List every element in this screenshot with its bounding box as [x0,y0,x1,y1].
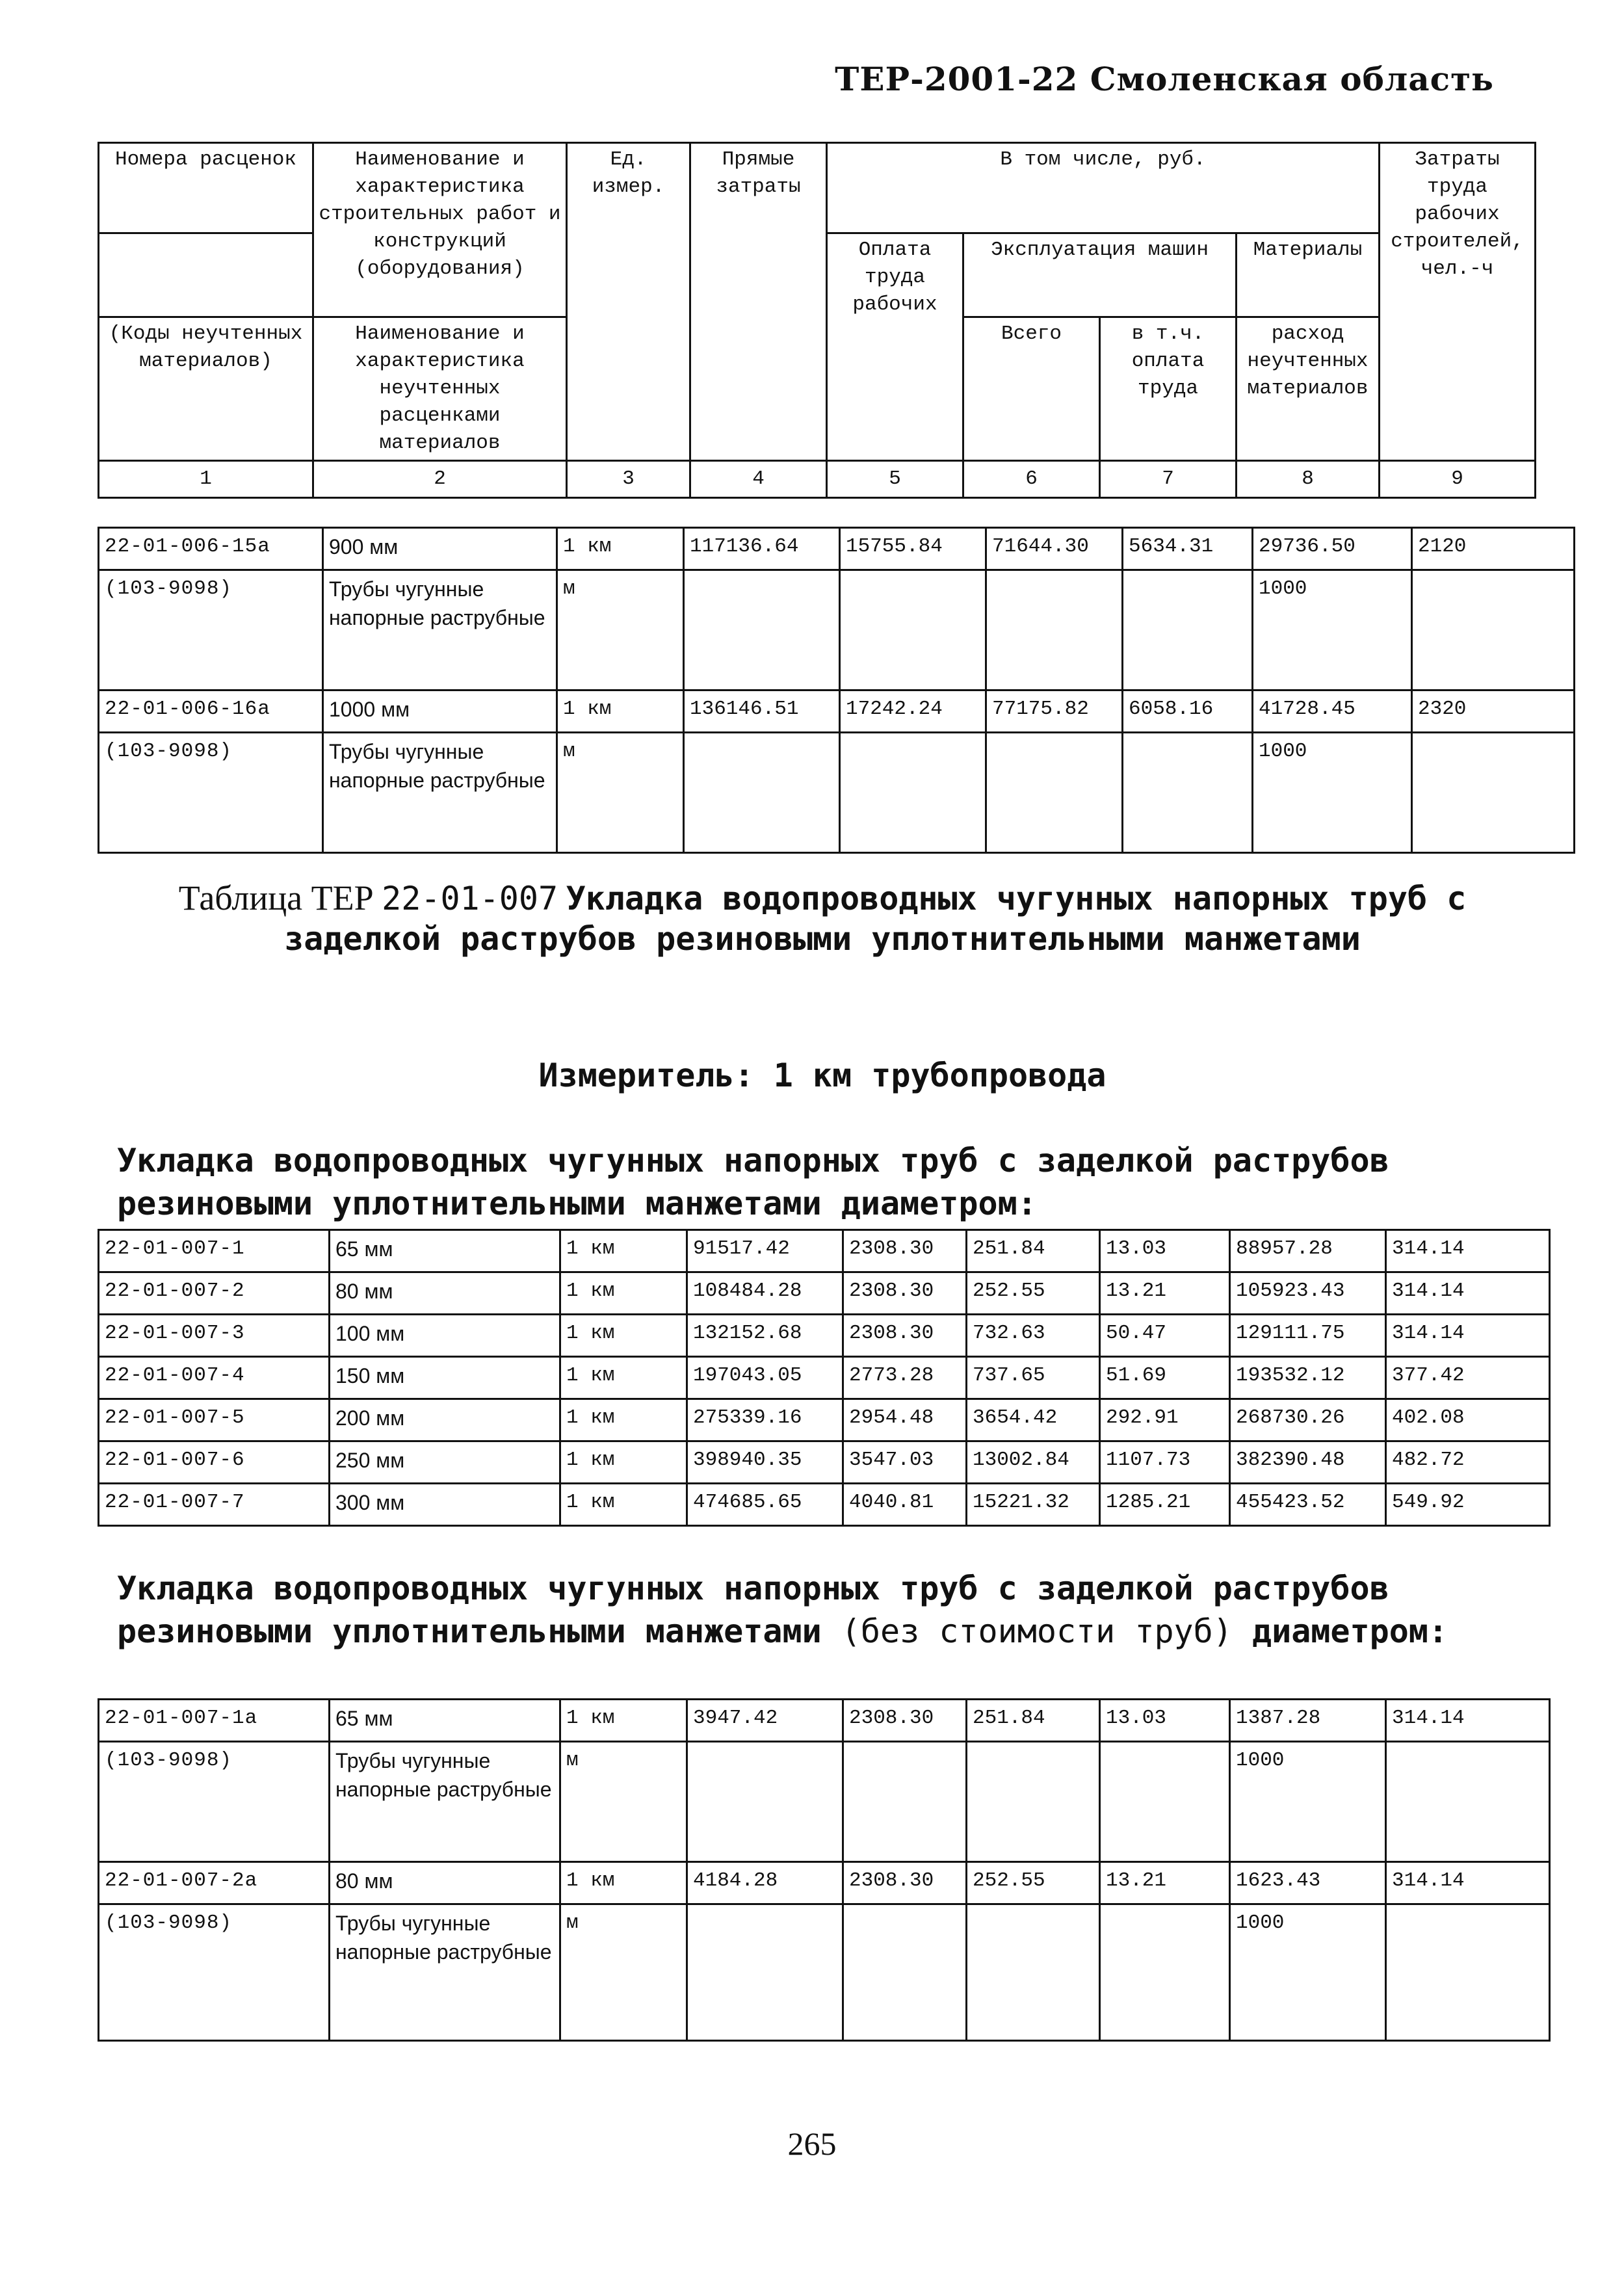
rate-machines-labor: 292.91 [1100,1399,1230,1441]
rate-machines-labor: 13.21 [1100,1862,1230,1904]
rate-unit: 1 км [560,1230,687,1272]
rate-unit: 1 км [560,1315,687,1357]
rate-labor-pay: 2773.28 [843,1357,967,1399]
rates-table-007 [98,1229,1551,1527]
rate-description: 100 мм [330,1315,560,1357]
rate-machines-labor: 51.69 [1100,1357,1230,1399]
column-header-table [98,142,1536,499]
section-heading-2-tail: диаметром: [1251,1612,1448,1650]
rate-machines-total: 251.84 [967,1700,1100,1742]
empty-cell [1100,1742,1230,1862]
rate-unit: 1 км [560,1399,687,1441]
material-usage: 1000 [1253,570,1412,690]
material-usage: 1000 [1230,1742,1386,1862]
header-cell-work-name: Наименование и характеристика строительных работ и конструкций (оборудования) [313,143,567,317]
header-cell-unit: Ед. измер. [567,143,690,461]
rate-direct-costs: 3947.42 [687,1700,843,1742]
rate-labor-hours: 482.72 [1386,1441,1550,1484]
rate-materials: 1387.28 [1230,1700,1386,1742]
material-description: Трубы чугунные напорные раструбные [330,1742,560,1862]
rate-labor-hours: 2320 [1412,690,1575,733]
rate-unit: 1 км [560,1484,687,1526]
rate-code: 22-01-007-7 [99,1484,330,1526]
table-row [99,1399,1550,1441]
rate-direct-costs: 398940.35 [687,1441,843,1484]
empty-cell [687,1904,843,2041]
table-title-lead: Таблица ТЕР [178,878,374,917]
section-heading-1: Укладка водопроводных чугунных напорных труб с заделкой раструбов резиновыми уплотнительными манжетами диаметром: [117,1142,1389,1222]
column-number: 3 [567,461,690,498]
material-unit: м [560,1742,687,1862]
rate-code: 22-01-006-15а [99,528,323,570]
header-cell-material-codes: (Коды неучтенных материалов) [99,317,313,461]
empty-cell [986,570,1123,690]
empty-cell [1386,1742,1550,1862]
table-row [99,690,1575,733]
column-number: 4 [690,461,827,498]
rate-unit: 1 км [560,1357,687,1399]
rate-machines-total: 71644.30 [986,528,1123,570]
rate-code: 22-01-007-1а [99,1700,330,1742]
rate-materials: 88957.28 [1230,1230,1386,1272]
section-heading-2-note: (без стоимости труб) [841,1612,1233,1650]
empty-cell [684,570,840,690]
table-row [99,733,1575,853]
rate-unit: 1 км [560,1700,687,1742]
rate-code: 22-01-007-1 [99,1230,330,1272]
section-heading-2 [117,1567,1567,1653]
rate-materials: 382390.48 [1230,1441,1386,1484]
table-row [99,1315,1550,1357]
rate-unit: 1 км [560,1862,687,1904]
rate-machines-total: 252.55 [967,1862,1100,1904]
rate-labor-pay: 2308.30 [843,1315,967,1357]
rate-code: 22-01-007-6 [99,1441,330,1484]
header-cell-machines: Эксплуатация машин [963,233,1237,317]
rate-direct-costs: 197043.05 [687,1357,843,1399]
empty-cell [967,1742,1100,1862]
rate-machines-total: 77175.82 [986,690,1123,733]
rate-labor-pay: 2308.30 [843,1862,967,1904]
rate-unit: 1 км [560,1272,687,1315]
empty-cell [840,733,986,853]
rate-machines-total: 252.55 [967,1272,1100,1315]
empty-cell [1123,733,1253,853]
header-cell-labor-hours: Затраты труда рабочих строителей, чел.-ч [1380,143,1536,461]
header-spacer [99,233,313,317]
rate-code: 22-01-007-3 [99,1315,330,1357]
header-cell-machines-labor: в т.ч. оплата труда [1100,317,1237,461]
rate-direct-costs: 117136.64 [684,528,840,570]
rate-labor-hours: 377.42 [1386,1357,1550,1399]
rate-labor-hours: 314.14 [1386,1862,1550,1904]
empty-cell [684,733,840,853]
rate-direct-costs: 132152.68 [687,1315,843,1357]
rate-machines-total: 737.65 [967,1357,1100,1399]
material-code: (103-9098) [99,570,323,690]
rate-unit: 1 км [557,690,684,733]
header-cell-material-name: Наименование и характеристика неучтенных расценками материалов [313,317,567,461]
rate-direct-costs: 91517.42 [687,1230,843,1272]
table-row [99,1862,1550,1904]
material-description: Трубы чугунные напорные раструбные [323,570,557,690]
table-row [99,570,1575,690]
rates-table-007-without-pipes [98,1698,1551,2042]
column-number: 5 [827,461,963,498]
rate-machines-labor: 1285.21 [1100,1484,1230,1526]
measure-unit: Измеритель: 1 км трубопровода [538,1057,1107,1094]
rate-machines-labor: 6058.16 [1123,690,1253,733]
table-row [99,1230,1550,1272]
empty-cell [843,1742,967,1862]
rate-machines-total: 13002.84 [967,1441,1100,1484]
rate-labor-pay: 3547.03 [843,1441,967,1484]
rate-labor-hours: 2120 [1412,528,1575,570]
rate-unit: 1 км [560,1441,687,1484]
header-cell-machines-total: Всего [963,317,1100,461]
column-number: 1 [99,461,313,498]
material-unit: м [560,1904,687,2041]
rate-direct-costs: 275339.16 [687,1399,843,1441]
rate-code: 22-01-007-5 [99,1399,330,1441]
rate-description: 80 мм [330,1272,560,1315]
rate-materials: 41728.45 [1253,690,1412,733]
rate-materials: 455423.52 [1230,1484,1386,1526]
empty-cell [840,570,986,690]
table-row [99,1700,1550,1742]
material-description: Трубы чугунные напорные раструбные [323,733,557,853]
header-cell-labor-pay: Оплата труда рабочих [827,233,963,461]
table-title-text: Укладка водопроводных чугунных напорных труб с заделкой раструбов резиновыми уплотнительными манжетами [284,880,1467,958]
column-number: 7 [1100,461,1237,498]
rate-materials: 268730.26 [1230,1399,1386,1441]
rate-code: 22-01-006-16а [99,690,323,733]
table-row [99,1441,1550,1484]
rate-description: 1000 мм [323,690,557,733]
material-code: (103-9098) [99,733,323,853]
rate-description: 250 мм [330,1441,560,1484]
table-row [99,1742,1550,1862]
column-number: 9 [1380,461,1536,498]
rate-machines-total: 15221.32 [967,1484,1100,1526]
rate-machines-total: 3654.42 [967,1399,1100,1441]
rate-materials: 1623.43 [1230,1862,1386,1904]
rate-code: 22-01-007-2 [99,1272,330,1315]
column-number: 6 [963,461,1100,498]
rate-machines-labor: 13.03 [1100,1230,1230,1272]
table-title-code: 22-01-007 [382,880,558,917]
rate-direct-costs: 474685.65 [687,1484,843,1526]
rate-labor-hours: 314.14 [1386,1272,1550,1315]
rate-labor-pay: 17242.24 [840,690,986,733]
empty-cell [843,1904,967,2041]
rates-table-006 [98,527,1575,854]
table-row [99,1484,1550,1526]
header-cell-codes: Номера расценок [99,143,313,233]
empty-cell [1412,733,1575,853]
rate-direct-costs: 108484.28 [687,1272,843,1315]
rate-machines-labor: 5634.31 [1123,528,1253,570]
rate-description: 150 мм [330,1357,560,1399]
material-unit: м [557,733,684,853]
column-number: 2 [313,461,567,498]
rate-labor-hours: 314.14 [1386,1700,1550,1742]
material-usage: 1000 [1230,1904,1386,2041]
rate-description: 900 мм [323,528,557,570]
rate-labor-pay: 2308.30 [843,1272,967,1315]
rate-materials: 29736.50 [1253,528,1412,570]
rate-machines-labor: 50.47 [1100,1315,1230,1357]
rate-labor-pay: 2308.30 [843,1700,967,1742]
empty-cell [967,1904,1100,2041]
rate-direct-costs: 4184.28 [687,1862,843,1904]
column-number: 8 [1237,461,1380,498]
page-number: 265 [787,2125,837,2162]
running-head: ТЕР-2001-22 Смоленская область [835,60,1494,98]
empty-cell [1123,570,1253,690]
table-row [99,1272,1550,1315]
rate-description: 80 мм [330,1862,560,1904]
material-code: (103-9098) [99,1904,330,2041]
rate-machines-total: 732.63 [967,1315,1100,1357]
empty-cell [986,733,1123,853]
rate-machines-labor: 1107.73 [1100,1441,1230,1484]
table-title [98,878,1547,959]
table-row [99,528,1575,570]
table-row [99,1904,1550,2041]
material-unit: м [557,570,684,690]
empty-cell [687,1742,843,1862]
rate-labor-hours: 549.92 [1386,1484,1550,1526]
rate-code: 22-01-007-2а [99,1862,330,1904]
rate-labor-hours: 314.14 [1386,1315,1550,1357]
rate-description: 200 мм [330,1399,560,1441]
table-row [99,1357,1550,1399]
rate-materials: 105923.43 [1230,1272,1386,1315]
rate-labor-pay: 4040.81 [843,1484,967,1526]
rate-materials: 129111.75 [1230,1315,1386,1357]
header-cell-direct-costs: Прямые затраты [690,143,827,461]
rate-labor-pay: 2954.48 [843,1399,967,1441]
empty-cell [1386,1904,1550,2041]
rate-description: 65 мм [330,1700,560,1742]
header-cell-materials: Материалы [1237,233,1380,317]
rate-unit: 1 км [557,528,684,570]
rate-description: 300 мм [330,1484,560,1526]
rate-machines-labor: 13.03 [1100,1700,1230,1742]
empty-cell [1412,570,1575,690]
material-usage: 1000 [1253,733,1412,853]
rate-code: 22-01-007-4 [99,1357,330,1399]
rate-machines-labor: 13.21 [1100,1272,1230,1315]
rate-machines-total: 251.84 [967,1230,1100,1272]
rate-labor-pay: 2308.30 [843,1230,967,1272]
header-cell-material-usage: расход неучтенных материалов [1237,317,1380,461]
header-cell-including: В том числе, руб. [827,143,1380,233]
rate-description: 65 мм [330,1230,560,1272]
rate-materials: 193532.12 [1230,1357,1386,1399]
rate-labor-hours: 402.08 [1386,1399,1550,1441]
rate-labor-hours: 314.14 [1386,1230,1550,1272]
empty-cell [1100,1904,1230,2041]
section-heading-2-main: Укладка водопроводных чугунных напорных труб с заделкой раструбов резиновыми уплотнительными манжетами [117,1570,1389,1650]
material-description: Трубы чугунные напорные раструбные [330,1904,560,2041]
rate-labor-pay: 15755.84 [840,528,986,570]
rate-direct-costs: 136146.51 [684,690,840,733]
material-code: (103-9098) [99,1742,330,1862]
